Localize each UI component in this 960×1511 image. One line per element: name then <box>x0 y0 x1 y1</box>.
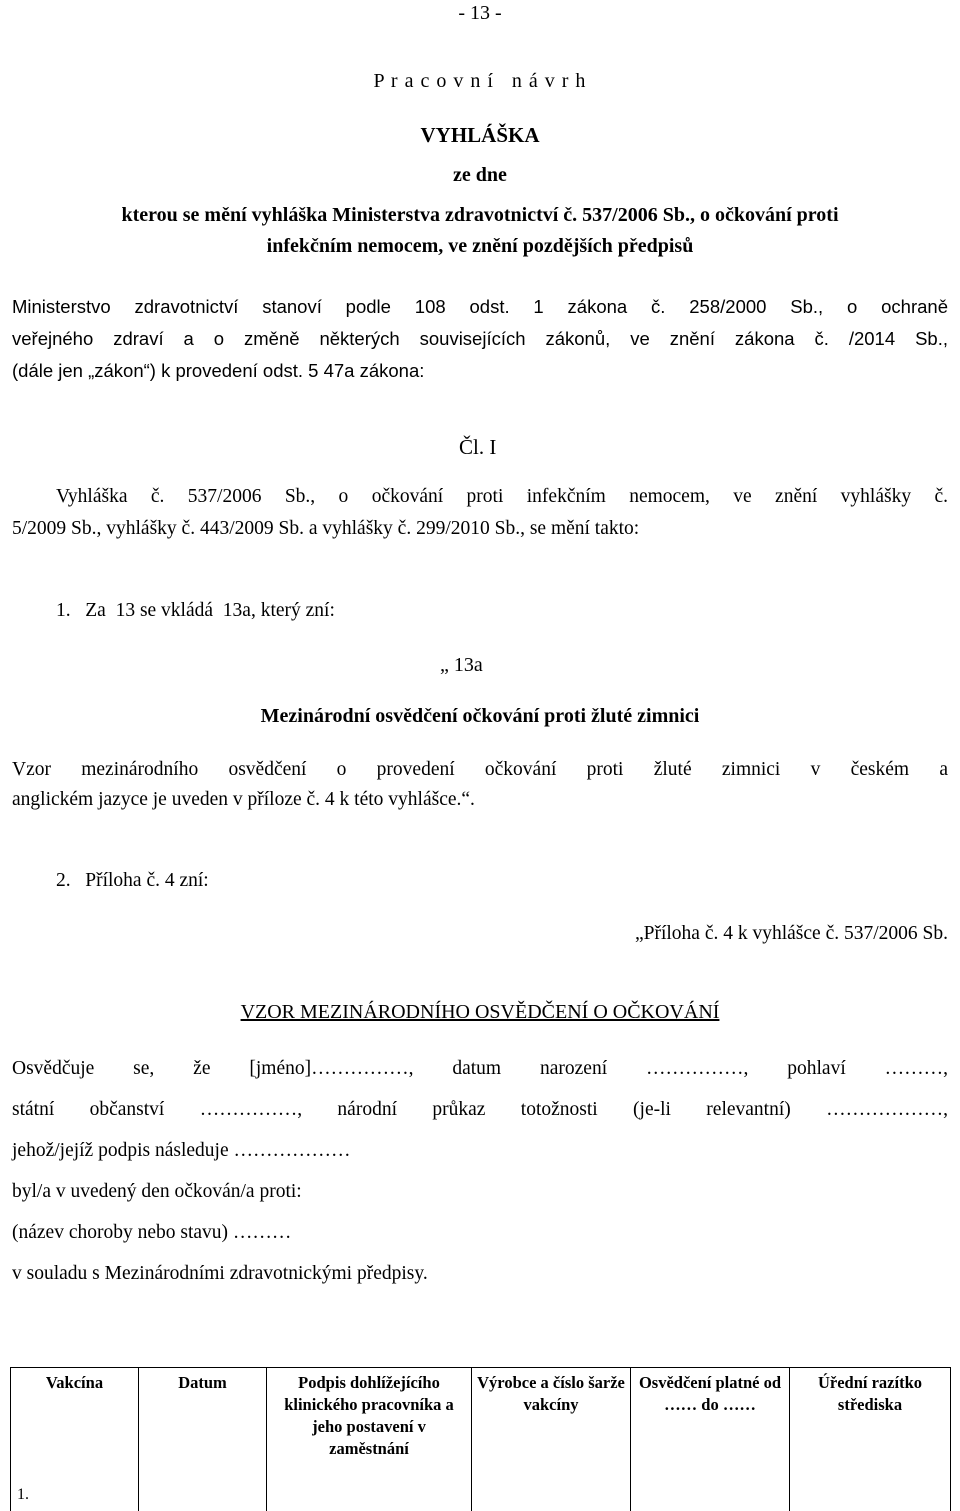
section-label: „ 13a <box>440 654 483 676</box>
article-text-line-1: Vyhláška č. 537/2006 Sb., o očkování proti infekčním nemocem, ve znění vyhlášky č. <box>56 486 948 507</box>
section-text-line-1: Vzor mezinárodního osvědčení o provedení očkování proti žluté zimnici v českém a <box>12 759 948 780</box>
section-title: Mezinárodní osvědčení očkování proti žluté zimnici <box>260 705 700 727</box>
form-line-vaccinated: byl/a v uvedený den očkován/a proti: <box>12 1181 302 1202</box>
vaccination-table <box>10 1367 951 1511</box>
article-text-line-2: 5/2009 Sb., vyhlášky č. 443/2009 Sb. a vyhlášky č. 299/2010 Sb., se mění takto: <box>12 518 640 539</box>
title-line-1: kterou se mění vyhláška Ministerstva zdravotnictví č. 537/2006 Sb., o očkování proti <box>121 204 839 226</box>
header-official-stamp: Úřední razítko střediska <box>790 1368 951 1511</box>
form-line-disease: (název choroby nebo stavu) ……… <box>12 1222 292 1243</box>
preamble-line-2: veřejného zdraví a o změně některých souvisejících zákonů, ve znění zákona č. /2014 Sb., <box>12 328 948 349</box>
form-line-regulations: v souladu s Mezinárodními zdravotnickými předpisy. <box>12 1263 428 1284</box>
draft-label: P r a c o v n í n á v r h <box>373 70 587 92</box>
point-2: 2. Příloha č. 4 zní: <box>56 870 209 891</box>
document-type: VYHLÁŠKA <box>420 123 540 147</box>
header-supervisor-signature: Podpis dohlížejícího klinického pracovníka a jeho postavení v zaměstnání <box>267 1368 472 1511</box>
header-vaccine-label: Vakcína <box>45 1373 104 1392</box>
form-line-name: Osvědčuje se, že [jméno]……………, datum narození ……………, pohlaví ………, <box>12 1058 948 1079</box>
article-heading: Čl. I <box>459 435 497 459</box>
header-manufacturer-batch: Výrobce a číslo šarže vakcíny <box>472 1368 631 1511</box>
header-vaccine <box>11 1368 139 1511</box>
header-certificate-validity: Osvědčení platné od …… do …… <box>631 1368 790 1511</box>
title-line-2: infekčním nemocem, ve znění pozdějších předpisů <box>266 235 694 257</box>
page-number: - 13 - <box>458 2 502 24</box>
form-title: VZOR MEZINÁRODNÍHO OSVĚDČENÍ O OČKOVÁNÍ <box>240 1001 720 1023</box>
section-text-line-2: anglickém jazyce je uveden v příloze č. 4 k této vyhlášce.“. <box>12 789 475 810</box>
preamble-line-3: (dále jen „zákon“) k provedení odst. 5 47a zákona: <box>12 360 425 381</box>
header-date: Datum <box>139 1368 267 1511</box>
row-number: 1. <box>17 1486 29 1503</box>
form-line-citizenship: státní občanství ……………, národní průkaz totožnosti (je-li relevantní) ………………, <box>12 1099 948 1120</box>
preamble-line-1: Ministerstvo zdravotnictví stanoví podle 108 odst. 1 zákona č. 258/2000 Sb., o ochraně <box>12 296 948 317</box>
form-line-signature: jehož/jejíž podpis následuje ……………… <box>12 1140 351 1161</box>
date-line: ze dne <box>453 164 507 186</box>
point-1: 1. Za 13 se vkládá 13a, který zní: <box>56 600 335 621</box>
annex-reference: „Příloha č. 4 k vyhlášce č. 537/2006 Sb. <box>634 923 948 944</box>
